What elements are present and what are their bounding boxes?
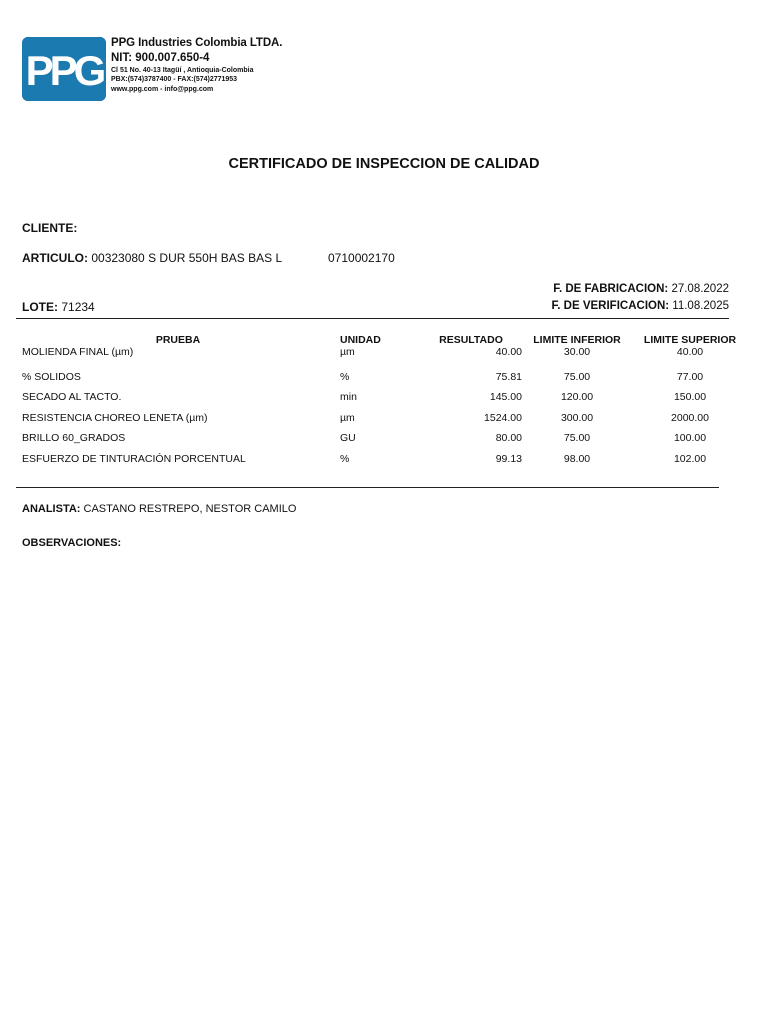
cell-resultado: 145.00 (489, 391, 522, 403)
articulo-code: 0710002170 (328, 251, 395, 265)
fecha-fabricacion (553, 283, 729, 295)
lote-line (22, 300, 95, 314)
cell-limite-superior: 102.00 (673, 452, 707, 465)
cell-limite-inferior: 30.00 (563, 346, 591, 358)
header-limite-superior: LIMITE SUPERIOR (643, 334, 737, 346)
cell-unidad: % (340, 370, 350, 383)
cell-limite-superior: 40.00 (676, 346, 704, 358)
logo-text: PPG (25, 47, 103, 94)
lote-value: 71234 (61, 300, 95, 314)
table-row (22, 362, 748, 383)
cell-limite-inferior: 120.00 (560, 391, 594, 403)
analista-label: ANALISTA: (22, 503, 81, 515)
observaciones-label: OBSERVACIONES: (22, 537, 122, 549)
cell-prueba: % SOLIDOS (22, 370, 81, 383)
cell-unidad: GU (340, 432, 356, 444)
cell-limite-inferior: 300.00 (560, 411, 594, 424)
ppg-logo (22, 37, 106, 101)
table-row (22, 383, 748, 404)
cell-unidad: µm (340, 411, 355, 424)
ver-label: F. DE VERIFICACION: (551, 300, 670, 312)
cell-limite-superior: 2000.00 (671, 411, 709, 424)
articulo-label: ARTICULO: (22, 251, 88, 265)
results-table (22, 333, 748, 465)
page-title: CERTIFICADO DE INSPECCION DE CALIDAD (228, 156, 540, 172)
cell-unidad: % (340, 452, 350, 465)
header-resultado: RESULTADO (439, 334, 503, 346)
fab-value: 27.08.2022 (671, 283, 729, 295)
cell-resultado: 1524.00 (484, 411, 522, 424)
cell-prueba: BRILLO 60_GRADOS (22, 432, 126, 444)
fecha-verificacion (552, 300, 729, 312)
cliente-line (22, 221, 77, 235)
company-phones: PBX:(574)3787400 - FAX:(574)2771953 (111, 76, 238, 84)
header-divider (16, 318, 729, 319)
analista-value: CASTANO RESTREPO, NESTOR CAMILO (83, 503, 297, 515)
analista-line (22, 503, 296, 515)
table-row (22, 424, 748, 445)
cell-resultado: 80.00 (495, 432, 522, 444)
table-header-row (22, 333, 748, 346)
company-block (111, 37, 282, 94)
cell-prueba: ESFUERZO DE TINTURACIÓN PORCENTUAL (22, 452, 246, 465)
cell-resultado: 75.81 (495, 370, 522, 383)
cliente-label: CLIENTE: (22, 221, 78, 235)
cell-unidad: min (340, 391, 357, 403)
articulo-line (22, 251, 282, 265)
lote-label: LOTE: (22, 300, 58, 314)
table-row (22, 444, 748, 465)
table-row (22, 346, 748, 362)
company-nit: NIT: 900.007.650-4 (111, 52, 210, 65)
cell-limite-superior: 77.00 (676, 370, 704, 383)
cell-limite-inferior: 98.00 (563, 452, 591, 465)
company-web: www.ppg.com - info@ppg.com (111, 85, 214, 93)
articulo-value: 00323080 S DUR 550H BAS BAS L (91, 251, 283, 265)
cell-resultado: 99.13 (495, 452, 522, 465)
fab-label: F. DE FABRICACION: (553, 283, 669, 295)
ver-value: 11.08.2025 (672, 300, 729, 312)
company-address: Cl 51 No. 40-13 Itagüí , Antioquia-Colombia (111, 67, 254, 75)
header-limite-inferior: LIMITE INFERIOR (533, 334, 621, 346)
cell-limite-superior: 100.00 (673, 432, 707, 444)
cell-prueba: MOLIENDA FINAL (µm) (22, 346, 134, 358)
company-name: PPG Industries Colombia LTDA. (111, 37, 283, 49)
table-row (22, 403, 748, 424)
cell-prueba: SECADO AL TACTO. (22, 391, 122, 403)
cell-limite-superior: 150.00 (673, 391, 707, 403)
cell-unidad: µm (340, 346, 355, 358)
cell-limite-inferior: 75.00 (563, 432, 591, 444)
cell-limite-inferior: 75.00 (563, 370, 591, 383)
cell-prueba: RESISTENCIA CHOREO LENETA (µm) (22, 411, 208, 424)
cell-resultado: 40.00 (495, 346, 522, 358)
header-prueba: PRUEBA (155, 334, 201, 346)
header-unidad: UNIDAD (340, 334, 381, 346)
table-divider (16, 487, 719, 488)
ppg-logo-icon (22, 37, 106, 101)
